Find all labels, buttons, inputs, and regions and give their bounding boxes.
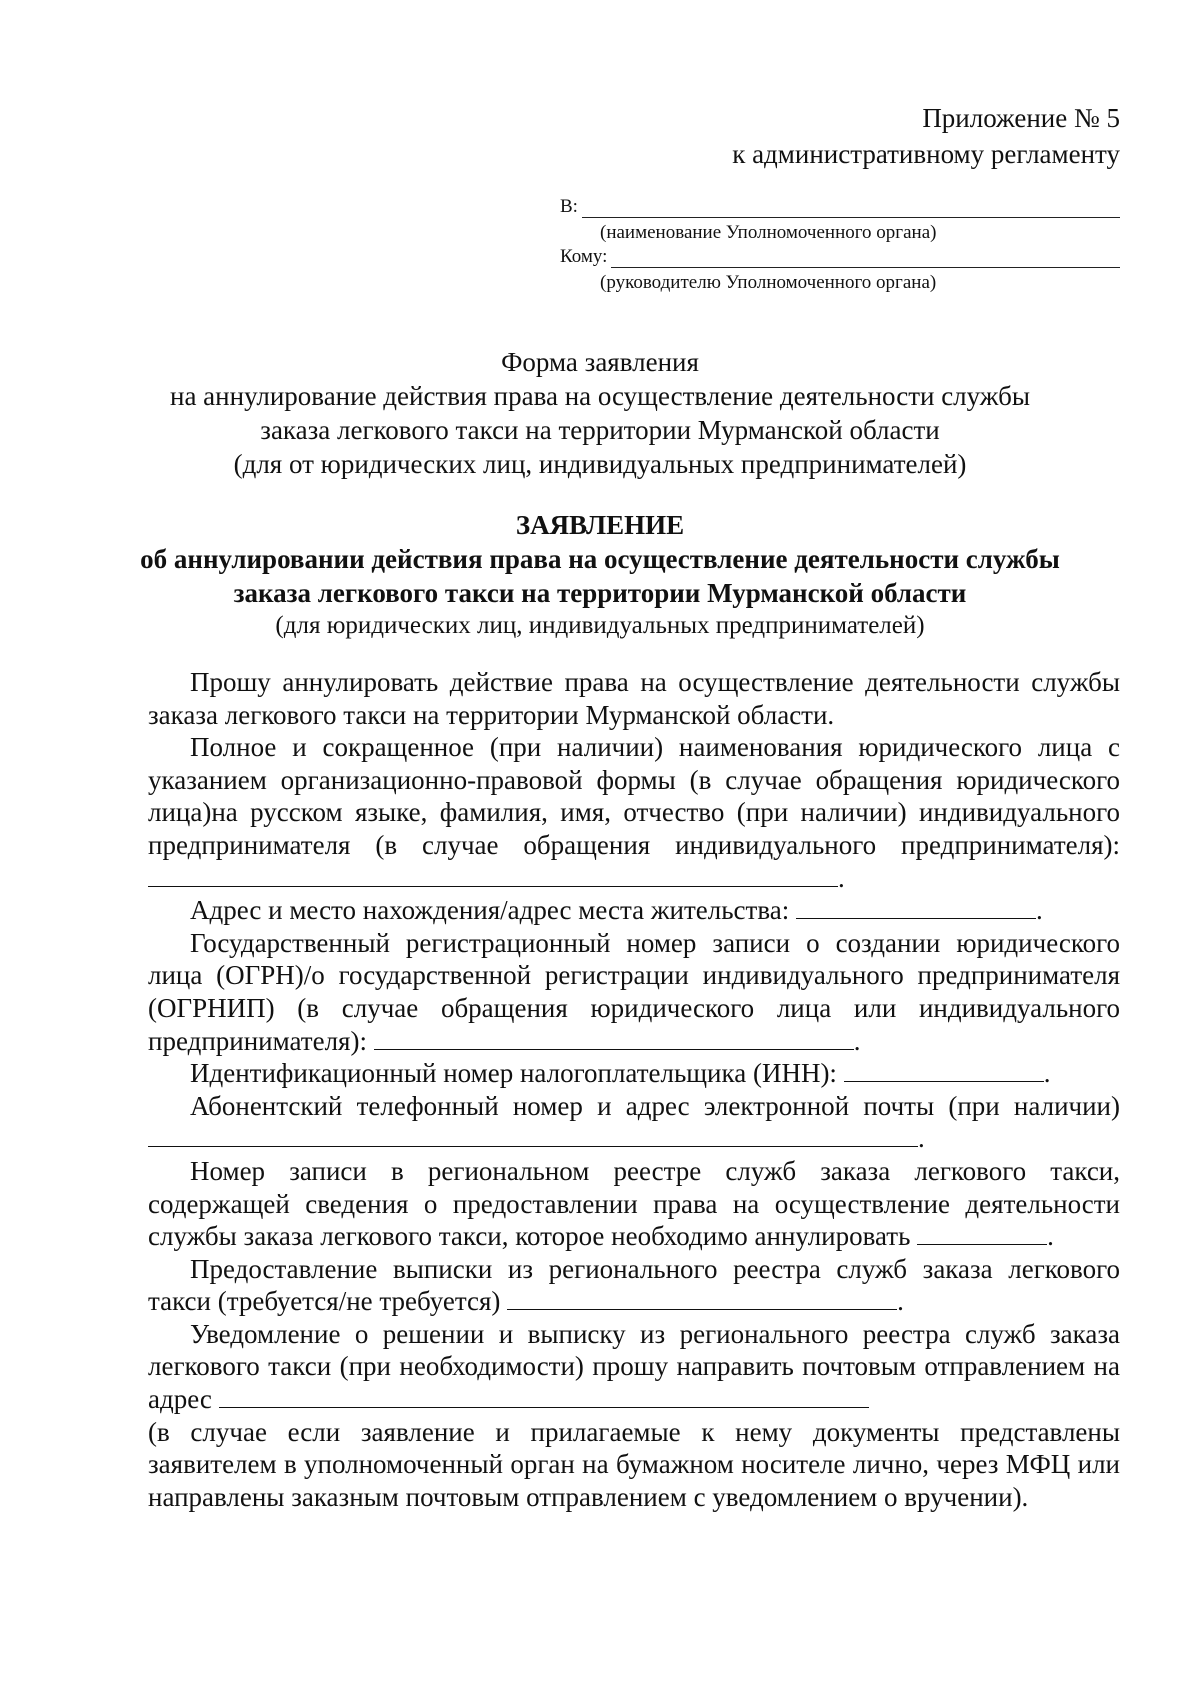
appendix-number: Приложение № 5 <box>922 103 1120 133</box>
notification-address-field[interactable] <box>219 1387 869 1408</box>
inn-text: Идентификационный номер налогоплательщика (ИНН): <box>190 1058 837 1089</box>
statement-subtitle-2: заказа легкового такси на территории Мурманской области <box>233 578 967 608</box>
notification-note-text: (в случае если заявление и прилагаемые к нему документы представлены заявителем в уполномоченный орган на бумажном носителе лично, через МФЦ или направлены заказным почтовым отправлением с уведомлением о вручении). <box>148 1416 1120 1512</box>
period: . <box>853 1025 861 1056</box>
extract-text: Предоставление выписки из регионального реестра служб заказа легкового такси (требуется/не требуется) <box>148 1253 1120 1317</box>
statement-body <box>148 666 1120 1513</box>
registry-record-paragraph <box>148 1155 1120 1253</box>
form-heading-line-3: заказа легкового такси на территории Мурманской области <box>260 415 940 445</box>
contacts-field[interactable] <box>148 1126 918 1147</box>
address-paragraph <box>148 894 1120 927</box>
recipient-organ-label: В: <box>560 196 578 217</box>
period: . <box>1047 1221 1054 1252</box>
notification-note-paragraph <box>148 1416 1120 1514</box>
applicant-name-text: Полное и сокращенное (при наличии) наименования юридического лица с указанием организационно-правовой формы (в случае обращения юридического лица)на русском языке, фамилия, имя, отчество (при наличии) индивидуального предпринимателя (в случае обращения индивидуального предпринимателя): <box>148 732 1120 860</box>
statement-heading <box>80 508 1120 642</box>
extract-paragraph <box>148 1253 1120 1318</box>
registry-record-text: Номер записи в региональном реестре служб заказа легкового такси, содержащей сведения о предоставлении права на осуществление деятельности службы заказа легкового такси, которое необходимо аннулировать <box>148 1155 1120 1252</box>
form-heading-line-4: (для от юридических лиц, индивидуальных предпринимателей) <box>233 449 967 479</box>
statement-subtitle-3: (для юридических лиц, индивидуальных предпринимателей) <box>275 612 925 639</box>
period: . <box>1043 1058 1051 1089</box>
ogrn-paragraph <box>148 927 1120 1057</box>
recipient-organ-field[interactable] <box>582 199 1120 218</box>
extract-field[interactable] <box>507 1289 897 1310</box>
applicant-name-paragraph <box>148 731 1120 894</box>
statement-title: ЗАЯВЛЕНИЕ <box>515 510 685 540</box>
statement-subtitle-1: об аннулировании действия права на осуществление деятельности службы <box>140 544 1060 574</box>
appendix-header <box>732 100 1120 172</box>
period: . <box>838 862 845 893</box>
period: . <box>1035 895 1043 926</box>
ogrn-field[interactable] <box>374 1029 854 1050</box>
notification-text: Уведомление о решении и выписку из регионального реестра служб заказа легкового такси (при необходимости) прошу направить почтовым отправлением на адрес <box>148 1318 1120 1415</box>
inn-paragraph <box>148 1057 1120 1090</box>
recipient-head-row <box>560 246 1120 268</box>
recipient-organ-row <box>560 196 1120 218</box>
applicant-name-field[interactable] <box>148 866 838 887</box>
address-text: Адрес и место нахождения/адрес места жительства: <box>190 895 790 926</box>
recipient-head-label: Кому: <box>560 246 608 267</box>
request-text: Прошу аннулировать действие права на осуществление деятельности службы заказа легкового такси на территории Мурманской области. <box>148 667 1120 730</box>
ogrn-text: Государственный регистрационный номер записи о создании юридического лица (ОГРН)/о государственной регистрации индивидуального предпринимателя (ОГРНИП) (в случае обращения юридического лица или индивидуального предпринимателя): <box>148 927 1120 1056</box>
contacts-paragraph <box>148 1090 1120 1155</box>
recipient-head-field[interactable] <box>611 249 1120 268</box>
period: . <box>897 1286 904 1317</box>
request-paragraph <box>148 666 1120 731</box>
period: . <box>918 1123 925 1154</box>
address-field[interactable] <box>796 898 1036 919</box>
registry-record-field[interactable] <box>917 1224 1047 1245</box>
recipient-head-hint: (руководителю Уполномоченного органа) <box>600 272 937 293</box>
form-heading-line-1: Форма заявления <box>501 347 699 377</box>
inn-field[interactable] <box>844 1061 1044 1082</box>
contacts-text: Абонентский телефонный номер и адрес электронной почты (при наличии) <box>190 1090 1120 1121</box>
notification-paragraph <box>148 1318 1120 1416</box>
recipient-organ-hint: (наименование Уполномоченного органа) <box>600 222 937 243</box>
form-heading <box>80 345 1120 481</box>
appendix-reference: к административному регламенту <box>732 139 1120 169</box>
form-heading-line-2: на аннулирование действия права на осуществление деятельности службы <box>170 381 1030 411</box>
